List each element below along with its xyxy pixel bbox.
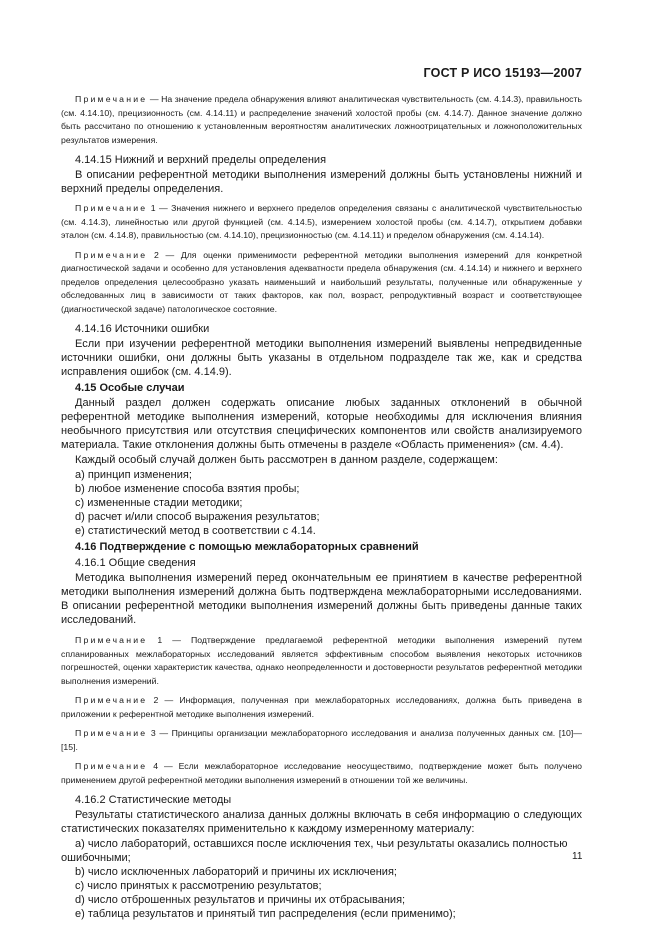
page-number: 11: [572, 851, 583, 862]
special-cases-list: [61, 468, 582, 538]
section-4-14-15-heading: 4.14.15 Нижний и верхний пределы определения: [75, 154, 327, 166]
document-header: ГОСТ Р ИСО 15193—2007: [423, 66, 582, 80]
note-text: 2 — Информация, полученная при межлабораторных исследованиях, должна быть приведена в приложении к референтной методике выполнения измерений.: [61, 695, 582, 719]
list-item: e) статистический метод в соответствии с 4.14.: [75, 525, 316, 537]
note-interlab-4: [61, 760, 582, 787]
note-label: Примечание: [75, 203, 148, 213]
section-4-16-heading: 4.16 Подтверждение с помощью межлабораторных сравнений: [75, 541, 419, 553]
note-label: Примечание: [75, 695, 148, 705]
section-4-15-text-2: Каждый особый случай должен быть рассмотрен в данном разделе, содержащем:: [75, 454, 498, 466]
note-determination-limits-1: [61, 202, 582, 243]
note-text: — На значение предела обнаружения влияют аналитическая чувствительность (см. 4.14.3), правильность (см. 4.14.10), прецизионность (см. 4.14.11) и распределение значений холостой пробы (см. 4.14.7). Данное значение должно быть рассчитано по отношению к установленным вероятностям аналитических ложноотрицательных и ложноположительных результатов измерения.: [61, 94, 582, 145]
note-interlab-2: [61, 694, 582, 721]
section-4-16-2-text: Результаты статистического анализа данных должны включать в себя информацию о следующих статистических показателях применительно к каждому измеренному материалу:: [61, 809, 582, 835]
section-4-14-16-text: Если при изучении референтной методики выполнения измерений выявлены непредвиденные источники ошибки, они должны быть указаны в отдельном подразделе так же, как и средства исправления ошибок (см. 4.14.9).: [61, 338, 582, 378]
section-4-16-2-heading: 4.16.2 Статистические методы: [75, 794, 232, 806]
section-4-14-16-heading: 4.14.16 Источники ошибки: [75, 323, 210, 335]
list-item: a) принцип изменения;: [75, 469, 192, 481]
section-4-16-1-heading: 4.16.1 Общие сведения: [75, 557, 196, 569]
page-content: [61, 93, 582, 921]
note-text: 3 — Принципы организации межлабораторного исследования и анализа полученных данных см. [10]—[15].: [61, 728, 582, 752]
list-item: e) таблица результатов и принятый тип распределения (если применимо);: [75, 908, 456, 920]
section-4-15-heading: 4.15 Особые случаи: [75, 382, 185, 394]
note-text: 2 — Для оценки применимости референтной методики выполнения измерений для конкретной диагностической задачи и особенно для установления адекватности предела обнаружения (см. 4.14.14) и нижнего и верхнего пределов определения целесообразно указать наименьший и наибольший результаты, полученные или обнаруженные у обследованных лиц в зависимости от таких факторов, как пол, возраст, репродуктивный возраст и соответствующее (диагностической задаче) патологическое состояние.: [61, 249, 583, 314]
note-text: 4 — Если межлабораторное исследование неосуществимо, подтверждение может быть получено применением другой референтной методики выполнения измерений в отношении той же величины.: [61, 761, 582, 785]
list-item: b) число исключенных лабораторий и причины их исключения;: [75, 866, 397, 878]
list-item: d) расчет и/или способ выражения результатов;: [75, 511, 320, 523]
note-label: Примечание: [75, 728, 148, 738]
note-label: Примечание: [75, 635, 148, 645]
list-item: d) число отброшенных результатов и причины их отбрасывания;: [75, 894, 406, 906]
list-item: c) измененные стадии методики;: [75, 497, 243, 509]
section-4-15-text-1: Данный раздел должен содержать описание любых заданных отклонений в обычной референтной методике выполнения измерений, которые необходимы для исключения влияния необычного присутствия или отсутствия специфических компонентов или свойств анализируемого материала. Такие отклонения должны быть отмечены в разделе «Область применения» (см. 4.4).: [61, 397, 582, 451]
note-label: Примечание: [75, 761, 148, 771]
section-4-16-1-text: Методика выполнения измерений перед окончательным ее принятием в качестве референтной методики выполнения измерений должна быть подтверждена межлабораторными исследованиями. В описании референтной методики выполнения измерений должны быть приведены данные таких исследований.: [61, 572, 582, 626]
section-4-14-15-text: В описании референтной методики выполнения измерений должны быть установлены нижний и верхний пределы определения.: [61, 169, 582, 195]
note-label: Примечание: [75, 249, 148, 260]
list-item: b) любое изменение способа взятия пробы;: [75, 483, 300, 495]
note-text: 1 — Подтверждение предлагаемой референтной методики выполнения измерений путем спланированных межлабораторных исследований является эффективным способом выявления некоторых источников погрешностей, оценки характеристик качества, однако неопределенности и достоверности результатов референтной методики выполнения измерений.: [61, 635, 582, 686]
note-interlab-1: [61, 634, 582, 688]
statistics-list: [61, 837, 582, 921]
note-interlab-3: [61, 727, 582, 754]
note-determination-limits-2: [61, 249, 582, 317]
note-text: 1 — Значения нижнего и верхнего пределов определения связаны с аналитической чувствительностью (см. 4.14.3), линейностью или другой функцией (см. 4.14.5), измерением холостой пробы (см. 4.14.7), открытием добавки эталон (см. 4.14.8), правильностью (см. 4.14.10), прецизионностью (см. 4.14.11) и пределом обнаружения (см. 4.14.14).: [61, 203, 582, 240]
note-detection-limit: [61, 93, 582, 147]
note-label: Примечание: [75, 94, 148, 104]
list-item: a) число лабораторий, оставшихся после исключения тех, чьи результаты оказались полностью ошибочными;: [61, 838, 568, 864]
list-item: c) число принятых к рассмотрению результатов;: [75, 880, 322, 892]
